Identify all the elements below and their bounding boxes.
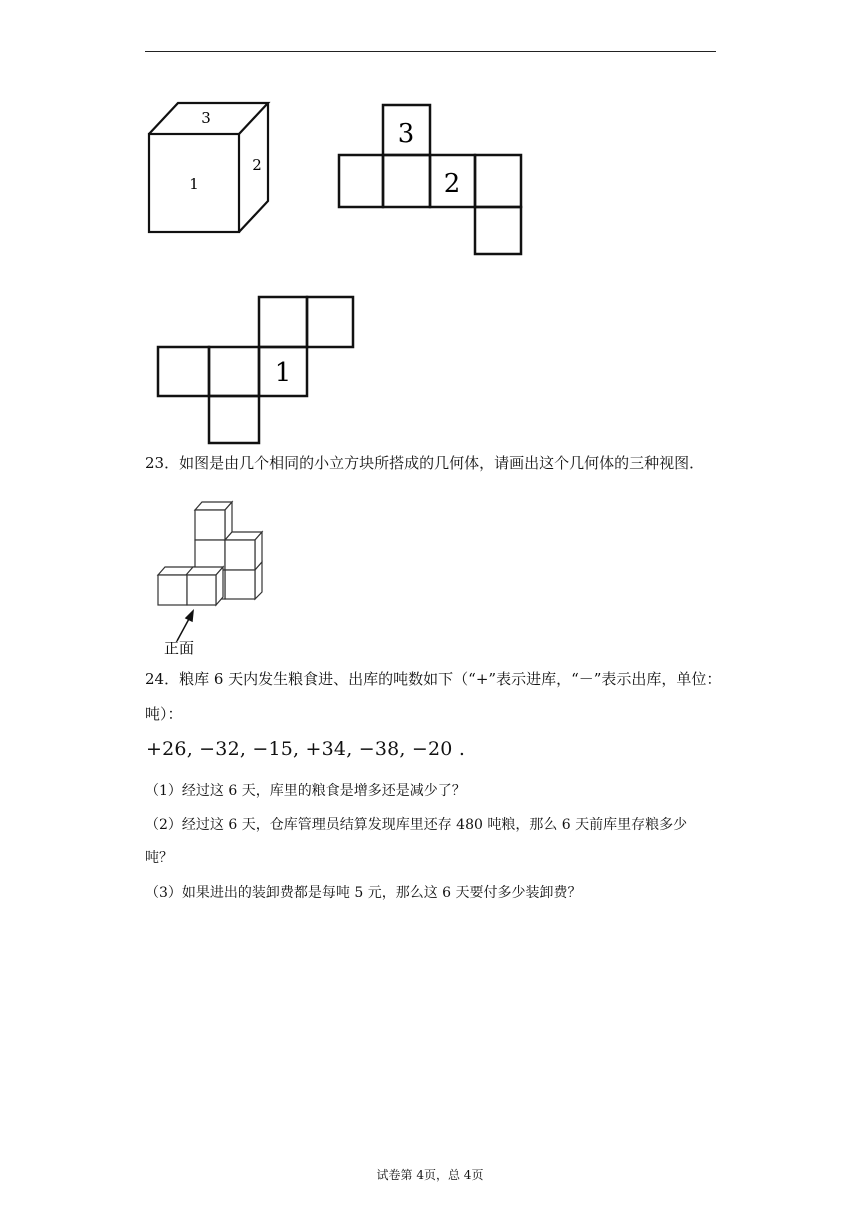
cube-net-b [154,292,359,452]
net-a-label-2: 2 [443,169,461,199]
stacked-cubes-figure [150,495,275,660]
cube-front-label: 1 [189,175,199,193]
cube-figure [140,95,280,240]
question-24-part2-line2: 吨？ [145,850,173,866]
cube-side-label: 2 [252,156,262,174]
net-b-label-1: 1 [274,358,292,388]
question-24-line2: 吨）： [145,705,183,723]
question-24-part2-line1: （2）经过这 6 天，仓库管理员结算发现库里还存 480 吨粮，那么 6 天前库里存粮多少 [145,817,688,833]
net-a-label-3: 3 [397,119,415,149]
question-24-data: +26, −32, −15, +34, −38, −20 . [146,738,466,760]
question-23: 23．如图是由几个相同的小立方块所搭成的几何体，请画出这个几何体的三种视图． [145,454,705,472]
question-24-part1: （1）经过这 6 天，库里的粮食是增多还是减少了？ [145,783,466,799]
page-footer: 试卷第 4页，总 4页 [376,1168,484,1182]
question-24-part3: （3）如果进出的装卸费都是每吨 5 元，那么这 6 天要付多少装卸费？ [145,885,582,901]
front-arrow-label: 正面 [164,639,195,657]
cube-top-label: 3 [201,109,211,127]
header-rule [145,51,716,52]
cube-net-a [335,100,530,260]
question-24-line1: 24．粮库 6 天内发生粮食进、出库的吨数如下（“+”表示进库，“－”表示出库，单位： [145,670,722,688]
